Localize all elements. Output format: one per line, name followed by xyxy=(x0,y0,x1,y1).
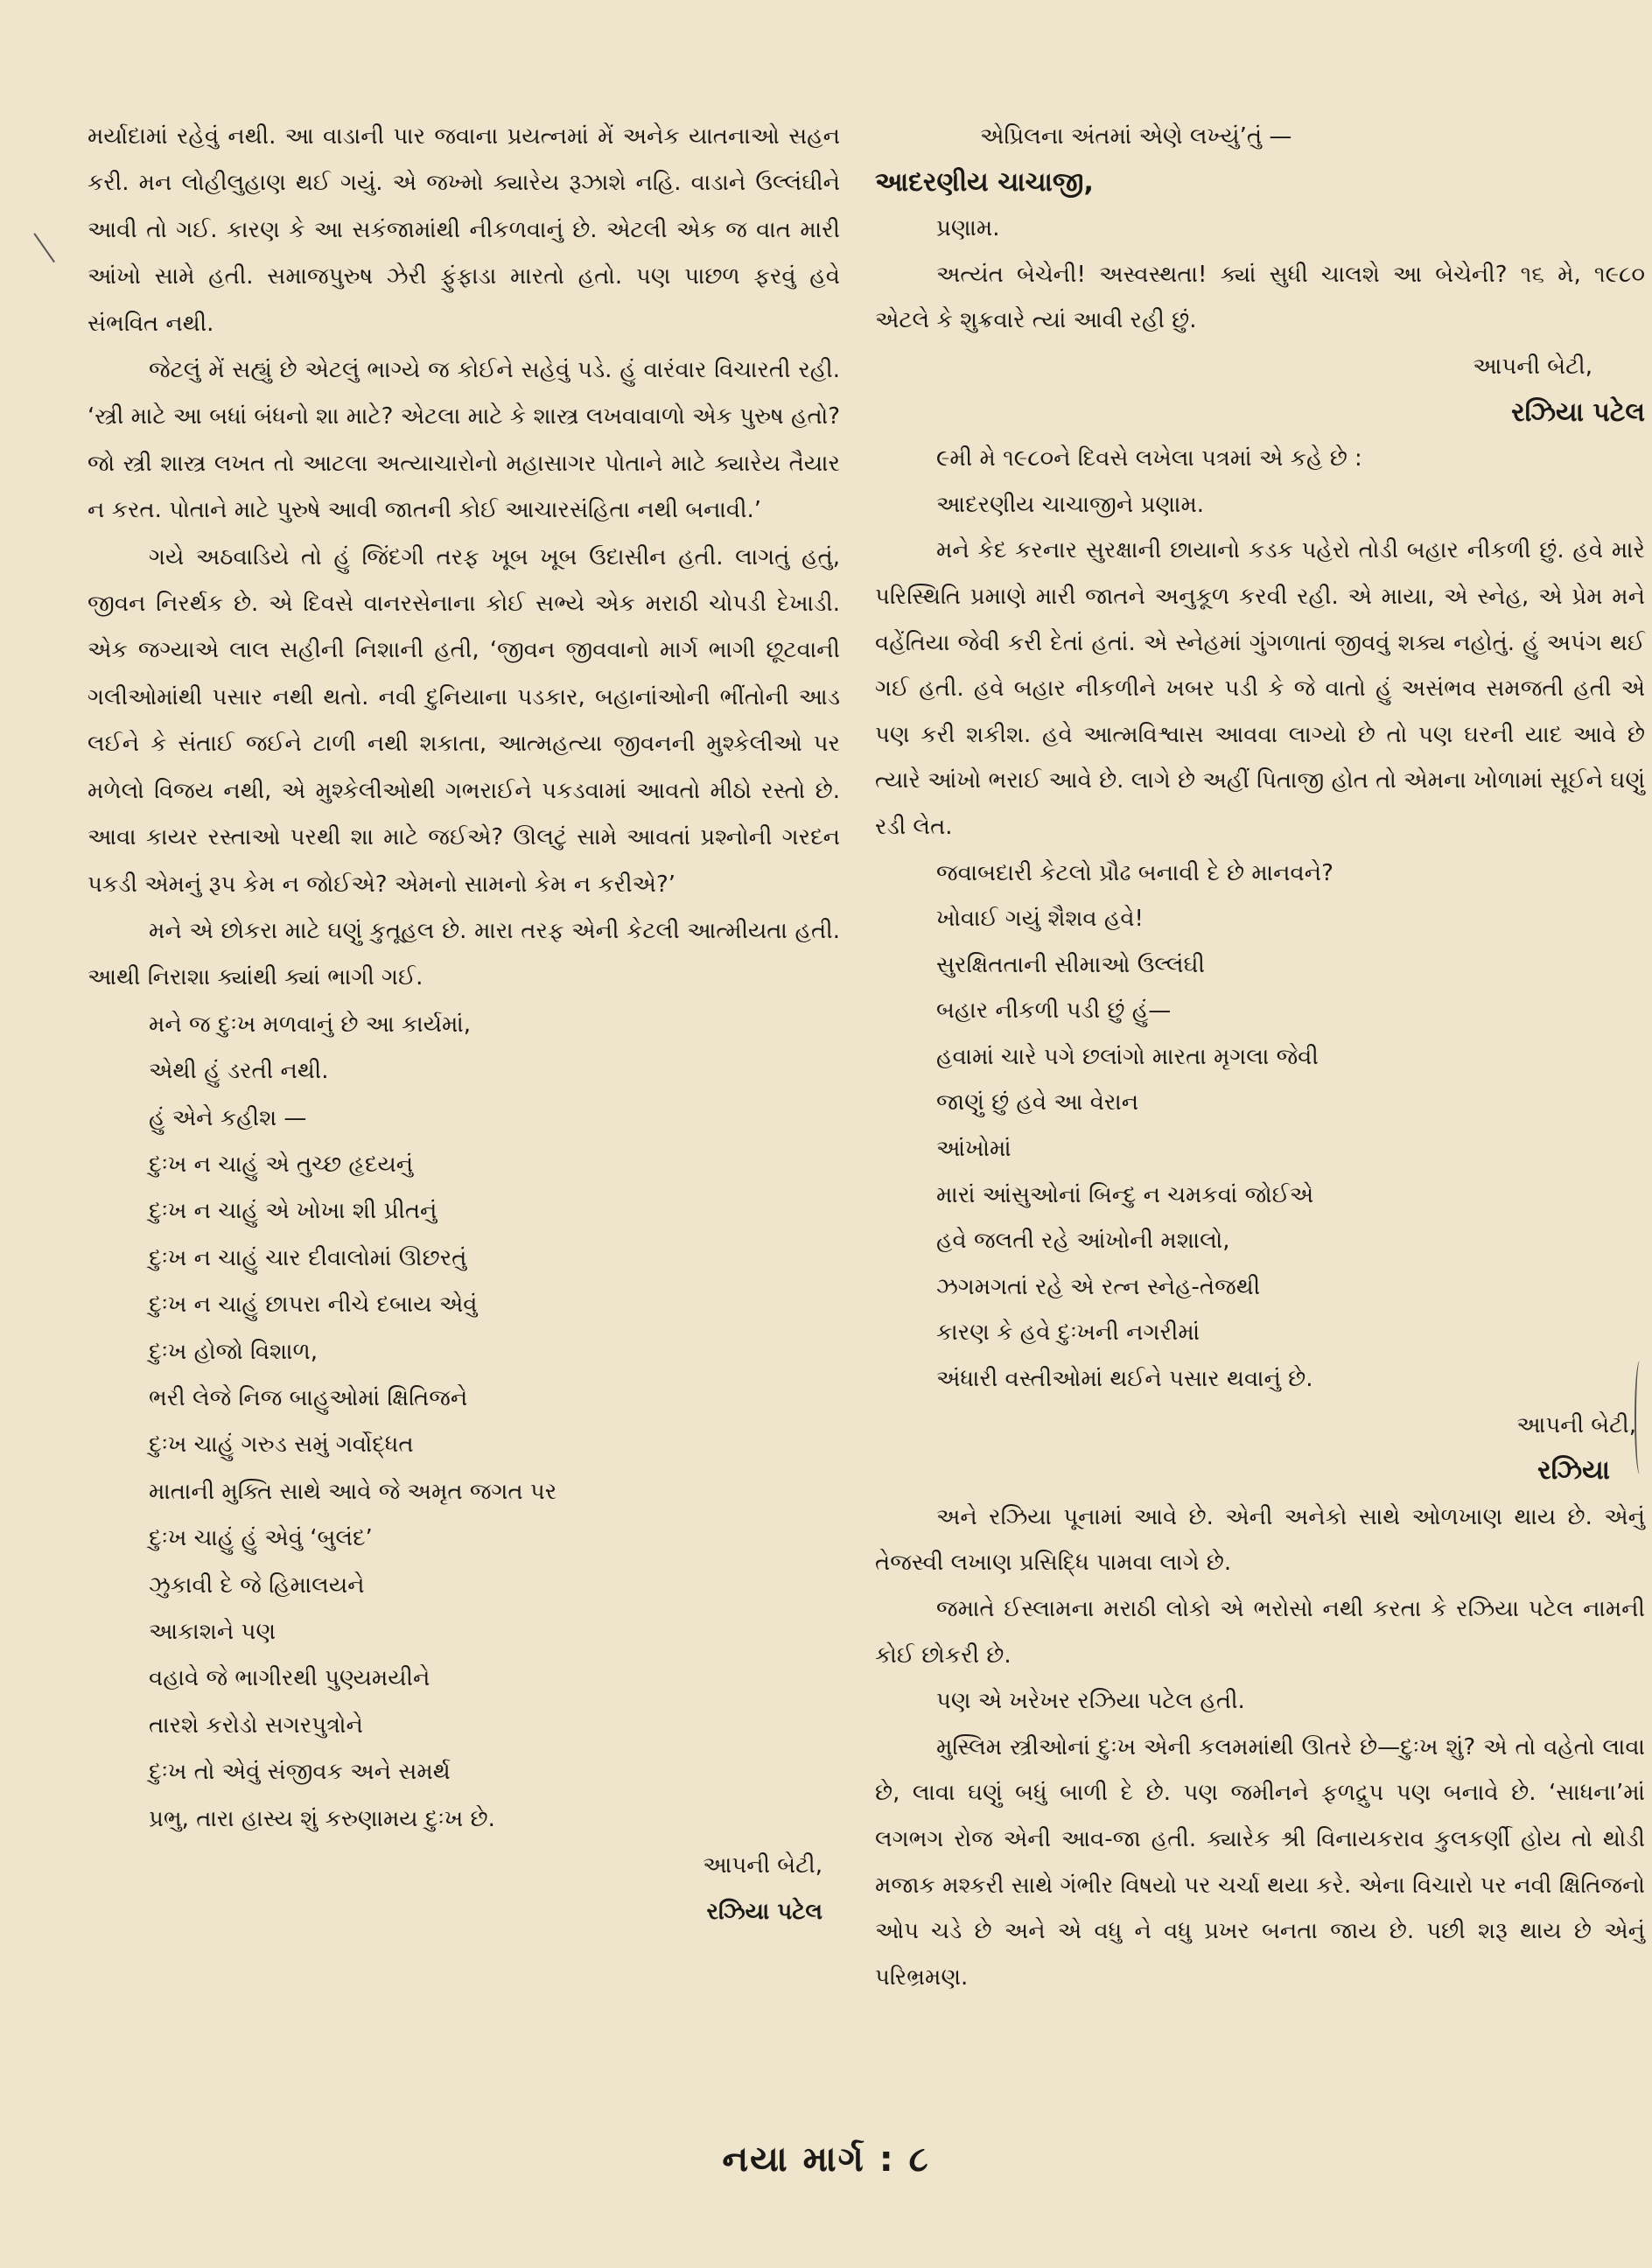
right-paragraph-4: અને રઝિયા પૂનામાં આવે છે. એની અનેકો સાથે ઓળખાણ થાય છે. એનું તેજસ્વી લખાણ પ્રસિદ્ધિ પામવા લાગે છે. xyxy=(875,1503,1645,1577)
left-paragraph-2: જેટલું મેં સહ્યું છે એટલું ભાગ્યે જ કોઈને સહેવું પડે. હું વારંવાર વિચારતી રહી. ‘સ્ત્રી માટે આ બધાં બંધનો શા માટે? એટલા માટે કે શાસ્ત્ર લખવાવાળો એક પુરુષ હતો? જો સ્ત્રી શાસ્ત્ર લખત તો આટલા અત્યાચારોનો મહાસાગર પોતાને માટે ક્યારેય તૈયાર ન કરત. પોતાને માટે પુરુષે આવી જાતની કોઈ આચારસંહિતા નથી બનાવી.’ xyxy=(88,357,840,524)
letter-salutation: આદરણીય ચાચાજી, xyxy=(875,166,1094,198)
poem-line: દુઃખ ચાહું હું એવું ‘બુલંદ’ xyxy=(149,1525,373,1552)
left-signoff-closing: આપની બેટી, xyxy=(703,1852,822,1880)
poem-line: વહાવે જે ભાગીરથી પુણ્યમયીને xyxy=(149,1665,430,1692)
poem-line: દુઃખ ન ચાહું છાપરા નીચે દબાય એવું xyxy=(149,1292,478,1319)
poem-line: જાણું છું હવે આ વેરાન xyxy=(936,1089,1139,1116)
poem-line: આંખોમાં xyxy=(936,1136,1012,1163)
poem-line: જવાબદારી કેટલો પ્રૌઢ બનાવી દે છે માનવને? xyxy=(936,859,1334,886)
poem-line: હું એને કહીશ — xyxy=(149,1104,307,1131)
page-footer: નયા માર્ગ : ૮ xyxy=(722,2139,930,2180)
right-signoff-2-name: રઝિયા xyxy=(1537,1455,1610,1487)
right-paragraph-7: મુસ્લિમ સ્ત્રીઓનાં દુઃખ એની કલમમાંથી ઊતરે છે—દુઃખ શું? એ તો વહેતો લાવા છે, લાવા ઘણું બધું બાળી દે છે. પણ જમીનને ફળદ્રુપ પણ બનાવે છે. ‘સાધના’માં લગભગ રોજ એની આવ-જા હતી. ક્યારેક શ્રી વિનાયકરાવ કુલકર્ણી હોય તો થોડી મજાક મશ્કરી સાથે ગંભીર વિષયો પર ચર્ચા થયા કરે. એના વિચારો પર નવી ક્ષિતિજનો ઓપ ચડે છે અને એ વધુ ને વધુ પ્રખર બનતા જાય છે. પછી શરૂ થાય છે એનું પરિભ્રમણ. xyxy=(875,1733,1645,1991)
left-paragraph-1: મર્યાદામાં રહેવું નથી. આ વાડાની પાર જવાના પ્રયત્નમાં મેં અનેક યાતનાઓ સહન કરી. મન લોહીલુહાણ થઈ ગયું. એ જખ્મો ક્યારેય રૂઝાશે નહિ. વાડાને ઉલ્લંઘીને આવી તો ગઈ. કારણ કે આ સકંજામાંથી નીકળવાનું છે. એટલી એક જ વાત મારી આંખો સામે હતી. સમાજપુરુષ ઝેરી ફુંફાડા મારતો હતો. પણ પાછળ ફરવું હવે સંભવિત નથી. xyxy=(88,123,840,337)
poem-line: માતાની મુક્તિ સાથે આવે જે અમૃત જગત પર xyxy=(149,1478,557,1505)
poem-line: ભરી લેજે નિજ બાહુઓમાં ક્ષિતિજને xyxy=(149,1384,468,1411)
poem-line: દુઃખ તો એવું સંજીવક અને સમર્થ xyxy=(149,1759,451,1786)
left-paragraph-3: ગયે અઠવાડિયે તો હું જિંદગી તરફ ખૂબ ખૂબ ઉદાસીન હતી. લાગતું હતું, જીવન નિરર્થક છે. એ દિવસે વાનરસેનાના કોઈ સભ્યે એક મરાઠી ચોપડી દેખાડી. એક જગ્યાએ લાલ સહીની નિશાની હતી, ‘જીવન જીવવાનો માર્ગ ભાગી છૂટવાની ગલીઓમાંથી પસાર નથી થતો. નવી દુનિયાના પડકાર, બહાનાંઓની ભીંતોની આડ લઈને કે સંતાઈ જઈને ટાળી નથી શકાતા, આત્મહત્યા જીવનની મુશ્કેલીઓ પર મળેલો વિજય નથી, એ મુશ્કેલીઓથી ગભરાઈને પકડવામાં આવતો મીઠો રસ્તો છે. આવા કાયર રસ્તાઓ પરથી શા માટે જઈએ? ઊલટું સામે આવતાં પ્રશ્નોની ગરદન પકડી એમનું રૂપ કેમ ન જોઈએ? એમનો સામનો કેમ ન કરીએ?’ xyxy=(88,543,840,898)
poem-line: દુઃખ ન ચાહું એ તુચ્છ હૃદયનું xyxy=(149,1151,414,1178)
right-paragraph-5: જમાતે ઈસ્લામના મરાઠી લોકો એ ભરોસો નથી કરતા કે રઝિયા પટેલ નામની કોઈ છોકરી છે. xyxy=(875,1596,1645,1669)
poem-line: મને જ દુઃખ મળવાનું છે આ કાર્યમાં, xyxy=(149,1011,472,1038)
letter-intro: એપ્રિલના અંતમાં એણે લખ્યું’તું — xyxy=(980,123,1292,150)
poem-line: દુઃખ ન ચાહું એ ખોખા શી પ્રીતનું xyxy=(149,1198,438,1225)
poem-line: અંધારી વસ્તીઓમાં થઈને પસાર થવાનું છે. xyxy=(936,1366,1313,1393)
right-signoff-1-closing: આપની બેટી, xyxy=(1473,353,1592,380)
right-paragraph-2: ૯મી મે ૧૯૮૦ને દિવસે લખેલા પત્રમાં એ કહે છે : xyxy=(936,445,1362,472)
right-paragraph-1: અત્યંત બેચેની! અસ્વસ્થતા! ક્યાં સુધી ચાલશે આ બેચેની? ૧૬ મે, ૧૯૮૦ એટલે કે શુક્રવારે ત્યાં આવી રહી છું. xyxy=(875,261,1645,334)
right-paragraph-6: પણ એ ખરેખર રઝિયા પટેલ હતી. xyxy=(936,1688,1245,1715)
right-poem xyxy=(875,850,1645,1403)
right-paragraph-3: મને કેદ કરનાર સુરક્ષાની છાયાનો કડક પહેરો તોડી બહાર નીકળી છું. હવે મારે પરિસ્થિતિ પ્રમાણે મારી જાતને અનુકૂળ કરવી રહી. એ માયા, એ સ્નેહ, એ પ્રેમ મને વહેંતિયા જેવી કરી દેતાં હતાં. એ સ્નેહમાં ગુંગળાતાં જીવવું શક્ય નહોતું. હું અપંગ થઈ ગઈ હતી. હવે બહાર નીકળીને ખબર પડી કે જે વાતો હું અસંભવ સમજતી હતી એ પણ કરી શકીશ. હવે આત્મવિશ્વાસ આવવા લાગ્યો છે તો પણ ઘરની યાદ આવે છે ત્યારે આંખો ભરાઈ આવે છે. લાગે છે અહીં પિતાજી હોત તો એમના ખોળામાં સૂઈને ઘણું રડી લેત. xyxy=(875,537,1645,840)
letter-salutation-2: આદરણીય ચાચાજીને પ્રણામ. xyxy=(936,491,1205,518)
poem-line: દુઃખ ચાહું ગરુડ સમું ગર્વોદ્ધત xyxy=(149,1432,414,1459)
right-column xyxy=(875,114,1645,2000)
left-signoff-name: રઝિયા પટેલ xyxy=(706,1899,822,1926)
poem-line: હવે જલતી રહે આંખોની મશાલો, xyxy=(936,1228,1230,1255)
margin-tick-mark xyxy=(33,224,67,262)
left-column xyxy=(88,114,840,1936)
letter-pranam: પ્રણામ. xyxy=(936,215,1000,242)
poem-line: આકાશને પણ xyxy=(149,1619,276,1645)
poem-line: તારશે કરોડો સગરપુત્રોને xyxy=(149,1712,363,1739)
left-poem xyxy=(88,1002,840,1843)
poem-line: પ્રભુ, તારા હાસ્ય શું કરુણામય દુઃખ છે. xyxy=(149,1805,495,1832)
poem-line: ઝુકાવી દે જે હિમાલયને xyxy=(149,1572,365,1599)
poem-line: હવામાં ચારે પગે છલાંગો મારતા મૃગલા જેવી xyxy=(936,1043,1319,1070)
poem-line: દુઃખ હોજો વિશાળ, xyxy=(149,1338,318,1365)
poem-line: દુઃખ ન ચાહું ચાર દીવાલોમાં ઊછરતું xyxy=(149,1244,467,1271)
poem-line: કારણ કે હવે દુઃખની નગરીમાં xyxy=(936,1320,1200,1347)
right-signoff-1-name: રઝિયા પટેલ xyxy=(1511,396,1645,428)
left-paragraph-4: મને એ છોકરા માટે ઘણું કુતૂહલ છે. મારા તરફ એની કેટલી આત્મીયતા હતી. આથી નિરાશા ક્યાંથી ક્યાં ભાગી ગઈ. xyxy=(88,917,840,991)
margin-bracket-mark xyxy=(1634,1361,1645,1474)
poem-line: એથી હું ડરતી નથી. xyxy=(149,1058,329,1085)
poem-line: બહાર નીકળી પડી છું હું— xyxy=(936,998,1172,1025)
poem-line: ઝગમગતાં રહે એ રત્ન સ્નેહ-તેજથી xyxy=(936,1273,1261,1300)
right-signoff-2-closing: આપની બેટી, xyxy=(1516,1411,1636,1438)
poem-line: મારાં આંસુઓનાં બિન્દુ ન ચમકવાં જોઈએ xyxy=(936,1181,1314,1208)
poem-line: સુરક્ષિતતાની સીમાઓ ઉલ્લંઘી xyxy=(936,951,1205,978)
poem-line: ખોવાઈ ગયું શૈશવ હવે! xyxy=(936,906,1144,933)
